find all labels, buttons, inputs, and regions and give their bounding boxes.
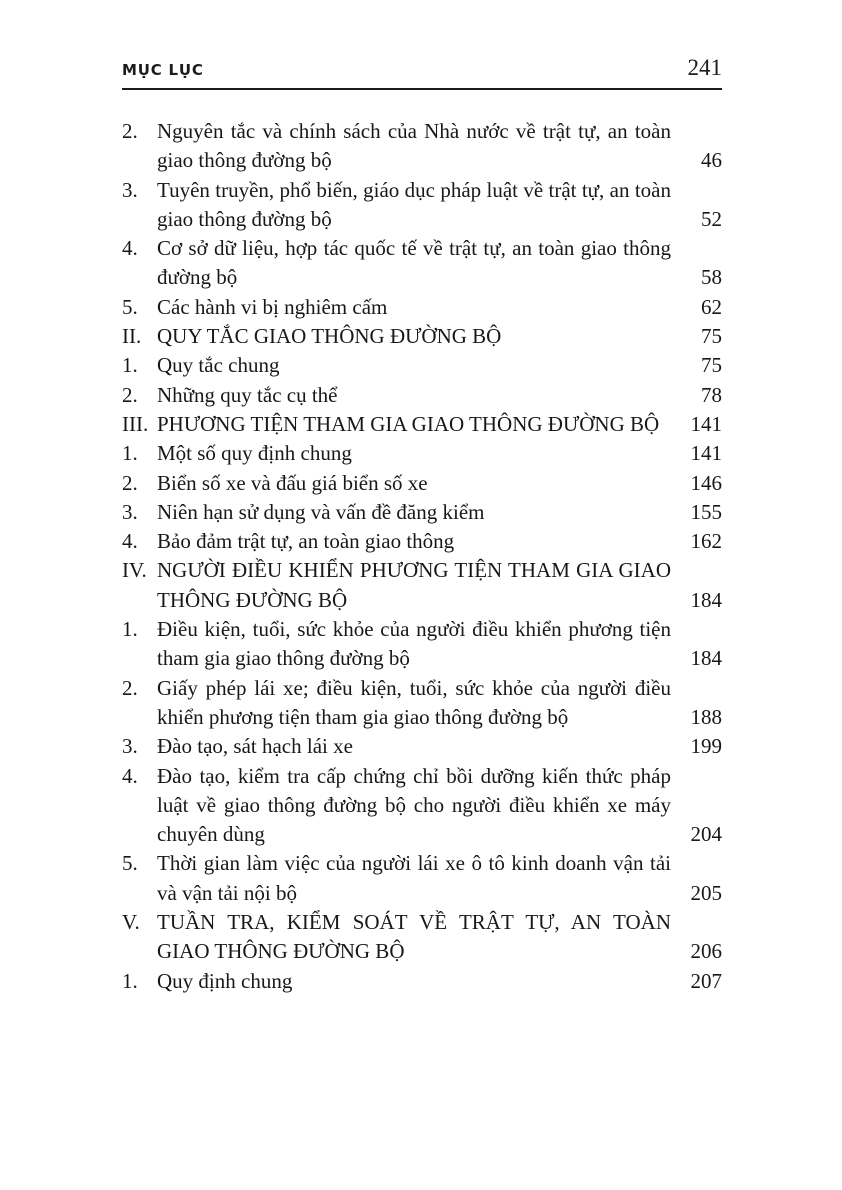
toc-entry-text (122, 732, 671, 761)
toc-entry-title: Nguyên tắc và chính sách của Nhà nước về trật tự, an toàn giao thông đường bộ (157, 119, 671, 173)
toc-entry-page: 58 (701, 265, 722, 290)
toc-entry (122, 498, 722, 527)
toc-entry-page: 184 (690, 587, 722, 612)
toc-entry-number: 2. (122, 675, 138, 700)
toc-entry-title: TUẦN TRA, KIỂM SOÁT VỀ TRẬT TỰ, AN TOÀN GIAO THÔNG ĐƯỜNG BỘ (157, 910, 671, 964)
toc-entry-text (122, 234, 671, 293)
toc-entry-title: Quy tắc chung (157, 353, 280, 378)
toc-entry-page: 162 (690, 529, 722, 554)
toc-entry-number: III. (122, 411, 149, 436)
toc-entry (122, 849, 722, 908)
page-header (122, 56, 722, 90)
running-head-title: MỤC LỤC (122, 61, 204, 79)
toc-entry-title: PHƯƠNG TIỆN THAM GIA GIAO THÔNG ĐƯỜNG BỘ (157, 411, 660, 436)
toc-entry (122, 615, 722, 674)
toc-entry (122, 176, 722, 235)
toc-entry-number: 3. (122, 734, 138, 759)
toc-entry-number: 1. (122, 353, 138, 378)
toc-entry-page: 52 (701, 206, 722, 231)
toc-entry (122, 967, 722, 996)
toc-entry-page: 46 (701, 148, 722, 173)
toc-entry-number: 5. (122, 294, 138, 319)
toc-entry-title: Quy định chung (157, 968, 293, 993)
toc-entry (122, 234, 722, 293)
toc-entry (122, 908, 722, 967)
toc-entry (122, 469, 722, 498)
toc-entry-page: 141 (690, 441, 722, 466)
toc-entry-number: 2. (122, 470, 138, 495)
toc-entry-page: 207 (690, 968, 722, 993)
toc-entry-text (122, 469, 671, 498)
toc-entry-text (122, 351, 671, 380)
toc-entry-page: 184 (690, 646, 722, 671)
toc-entry (122, 117, 722, 176)
toc-entry-text (122, 762, 671, 850)
toc-entry (122, 732, 722, 761)
toc-entry-page: 204 (690, 822, 722, 847)
toc-entry-text (122, 674, 671, 733)
toc-entry-number: 1. (122, 617, 138, 642)
toc-entry-title: Biển số xe và đấu giá biển số xe (157, 470, 428, 495)
page-number: 241 (687, 55, 722, 80)
toc-entry-text (122, 967, 671, 996)
toc-entry-text (122, 176, 671, 235)
toc-entry (122, 322, 722, 351)
toc-entry-text (122, 498, 671, 527)
toc-entry-page: 141 (690, 411, 722, 436)
toc-entry-number: 4. (122, 529, 138, 554)
toc-entry (122, 674, 722, 733)
toc-entry (122, 351, 722, 380)
toc-entry-number: 4. (122, 763, 138, 788)
toc-entry-text (122, 556, 671, 615)
toc-entry-title: Những quy tắc cụ thể (157, 382, 338, 407)
toc-entry (122, 293, 722, 322)
toc-entry-number: 3. (122, 177, 138, 202)
toc-entry-text (122, 439, 671, 468)
toc-entry-number: 4. (122, 236, 138, 261)
toc-entry-title: Giấy phép lái xe; điều kiện, tuổi, sức khỏe của người điều khiển phương tiện tham gia giao thông đường bộ (157, 675, 671, 729)
toc-entry-page: 146 (690, 470, 722, 495)
toc-entry (122, 762, 722, 850)
toc-entry (122, 410, 722, 439)
toc-entry (122, 556, 722, 615)
toc-entry-text (122, 322, 671, 351)
toc-entry-text (122, 908, 671, 967)
toc-entry-title: Bảo đảm trật tự, an toàn giao thông (157, 529, 455, 554)
toc-entry (122, 439, 722, 468)
toc-entry-title: Các hành vi bị nghiêm cấm (157, 294, 388, 319)
toc-entry-number: 3. (122, 499, 138, 524)
toc-entry-title: QUY TẮC GIAO THÔNG ĐƯỜNG BỘ (157, 324, 502, 349)
toc-entry-title: Niên hạn sử dụng và vấn đề đăng kiểm (157, 499, 485, 524)
toc-entry-page: 155 (690, 499, 722, 524)
toc-entry-number: 5. (122, 851, 138, 876)
toc-entry-title: NGƯỜI ĐIỀU KHIỂN PHƯƠNG TIỆN THAM GIA GIAO THÔNG ĐƯỜNG BỘ (157, 558, 671, 612)
toc-entry-text (122, 849, 671, 908)
toc-entry-title: Thời gian làm việc của người lái xe ô tô kinh doanh vận tải và vận tải nội bộ (157, 851, 671, 905)
toc-entry-number: 2. (122, 382, 138, 407)
toc-entry-page: 188 (690, 704, 722, 729)
toc-entry-text (122, 615, 671, 674)
toc-entry-page: 199 (690, 734, 722, 759)
toc-entry-text (122, 381, 671, 410)
toc-entry-title: Đào tạo, sát hạch lái xe (157, 734, 353, 759)
toc-entry-title: Một số quy định chung (157, 441, 352, 466)
toc-entry-page: 62 (701, 294, 722, 319)
toc-entry-number: 1. (122, 441, 138, 466)
toc-entry-title: Cơ sở dữ liệu, hợp tác quốc tế về trật tự, an toàn giao thông đường bộ (157, 236, 671, 290)
toc-entry-number: V. (122, 910, 140, 935)
toc-entry-page: 78 (701, 382, 722, 407)
toc-entry-number: 1. (122, 968, 138, 993)
toc-entry-page: 75 (701, 353, 722, 378)
toc-entry-text (122, 117, 671, 176)
toc-list (122, 117, 722, 996)
toc-entry-page: 75 (701, 324, 722, 349)
toc-entry (122, 381, 722, 410)
toc-entry-page: 206 (690, 939, 722, 964)
toc-entry-title: Đào tạo, kiểm tra cấp chứng chỉ bồi dưỡng kiến thức pháp luật về giao thông đường bộ cho người điều khiển xe máy chuyên dùng (157, 763, 671, 847)
toc-entry-text (122, 293, 671, 322)
toc-entry-number: IV. (122, 558, 147, 583)
toc-entry-number: II. (122, 324, 142, 349)
toc-entry-number: 2. (122, 119, 138, 143)
toc-entry-title: Điều kiện, tuổi, sức khỏe của người điều khiển phương tiện tham gia giao thông đường bộ (157, 617, 671, 671)
toc-entry-text (122, 410, 671, 439)
toc-entry-text (122, 527, 671, 556)
toc-entry-title: Tuyên truyền, phổ biến, giáo dục pháp luật về trật tự, an toàn giao thông đường bộ (157, 177, 671, 231)
toc-entry (122, 527, 722, 556)
toc-entry-page: 205 (690, 880, 722, 905)
